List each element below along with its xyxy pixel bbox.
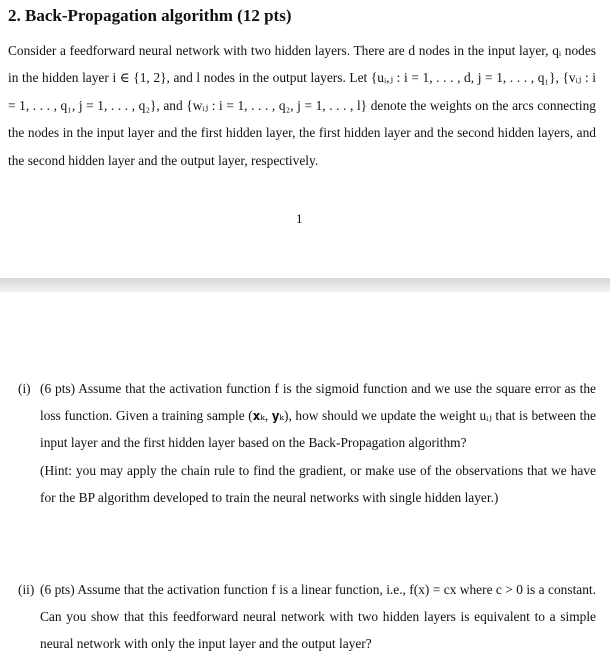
question-text: (6 pts) Assume that the activation function f is the sigmoid function and we use the square error as the loss function. Given a training sample (𝐱ₖ, 𝐲ₖ), how should we update the weight uᵢⱼ that is between the input layer and the first hidden layer based on the Back-Propagation algorithm?: [40, 381, 596, 451]
question-text: (6 pts) Assume that the activation function f is a linear function, i.e., f(x) = cx where c > 0 is a constant. Can you show that this feedforward neural network with two hidden layers is equivalent to a simple neural network with only the input layer and the output layer?: [40, 582, 596, 652]
section-heading: 2. Back-Propagation algorithm (12 pts): [8, 6, 292, 25]
question-label: (ii): [18, 582, 35, 597]
question-label: (i): [18, 381, 31, 396]
document-page-2: [0, 292, 610, 659]
question-hint: (Hint: you may apply the chain rule to find the gradient, or make use of the observations that we have for the BP algorithm developed to train the neural networks with single hidden layer.): [40, 462, 596, 505]
question-i: [18, 375, 596, 511]
page-number: 1: [296, 211, 303, 226]
page-break-divider: [0, 278, 610, 292]
intro-paragraph: Consider a feedforward neural network with two hidden layers. There are d nodes in the input layer, qᵢ nodes in the hidden layer i ∈ {1, 2}, and l nodes in the output layers. Let {uᵢ,ⱼ : i = 1, . . . , d, j = 1, . . . , q₁}, {vᵢⱼ : i = 1, . . . , q₁, j = 1, . . . , q₂}, and {wᵢⱼ : i = 1, . . . , q₂, j = 1, . . . , l} denote the weights on the arcs connecting the nodes in the input layer and the first hidden layer, the first hidden layer and the second hidden layers, and the second hidden layer and the output layer, respectively.: [8, 43, 596, 168]
document-page-1: [0, 0, 610, 278]
question-ii: [18, 576, 596, 658]
